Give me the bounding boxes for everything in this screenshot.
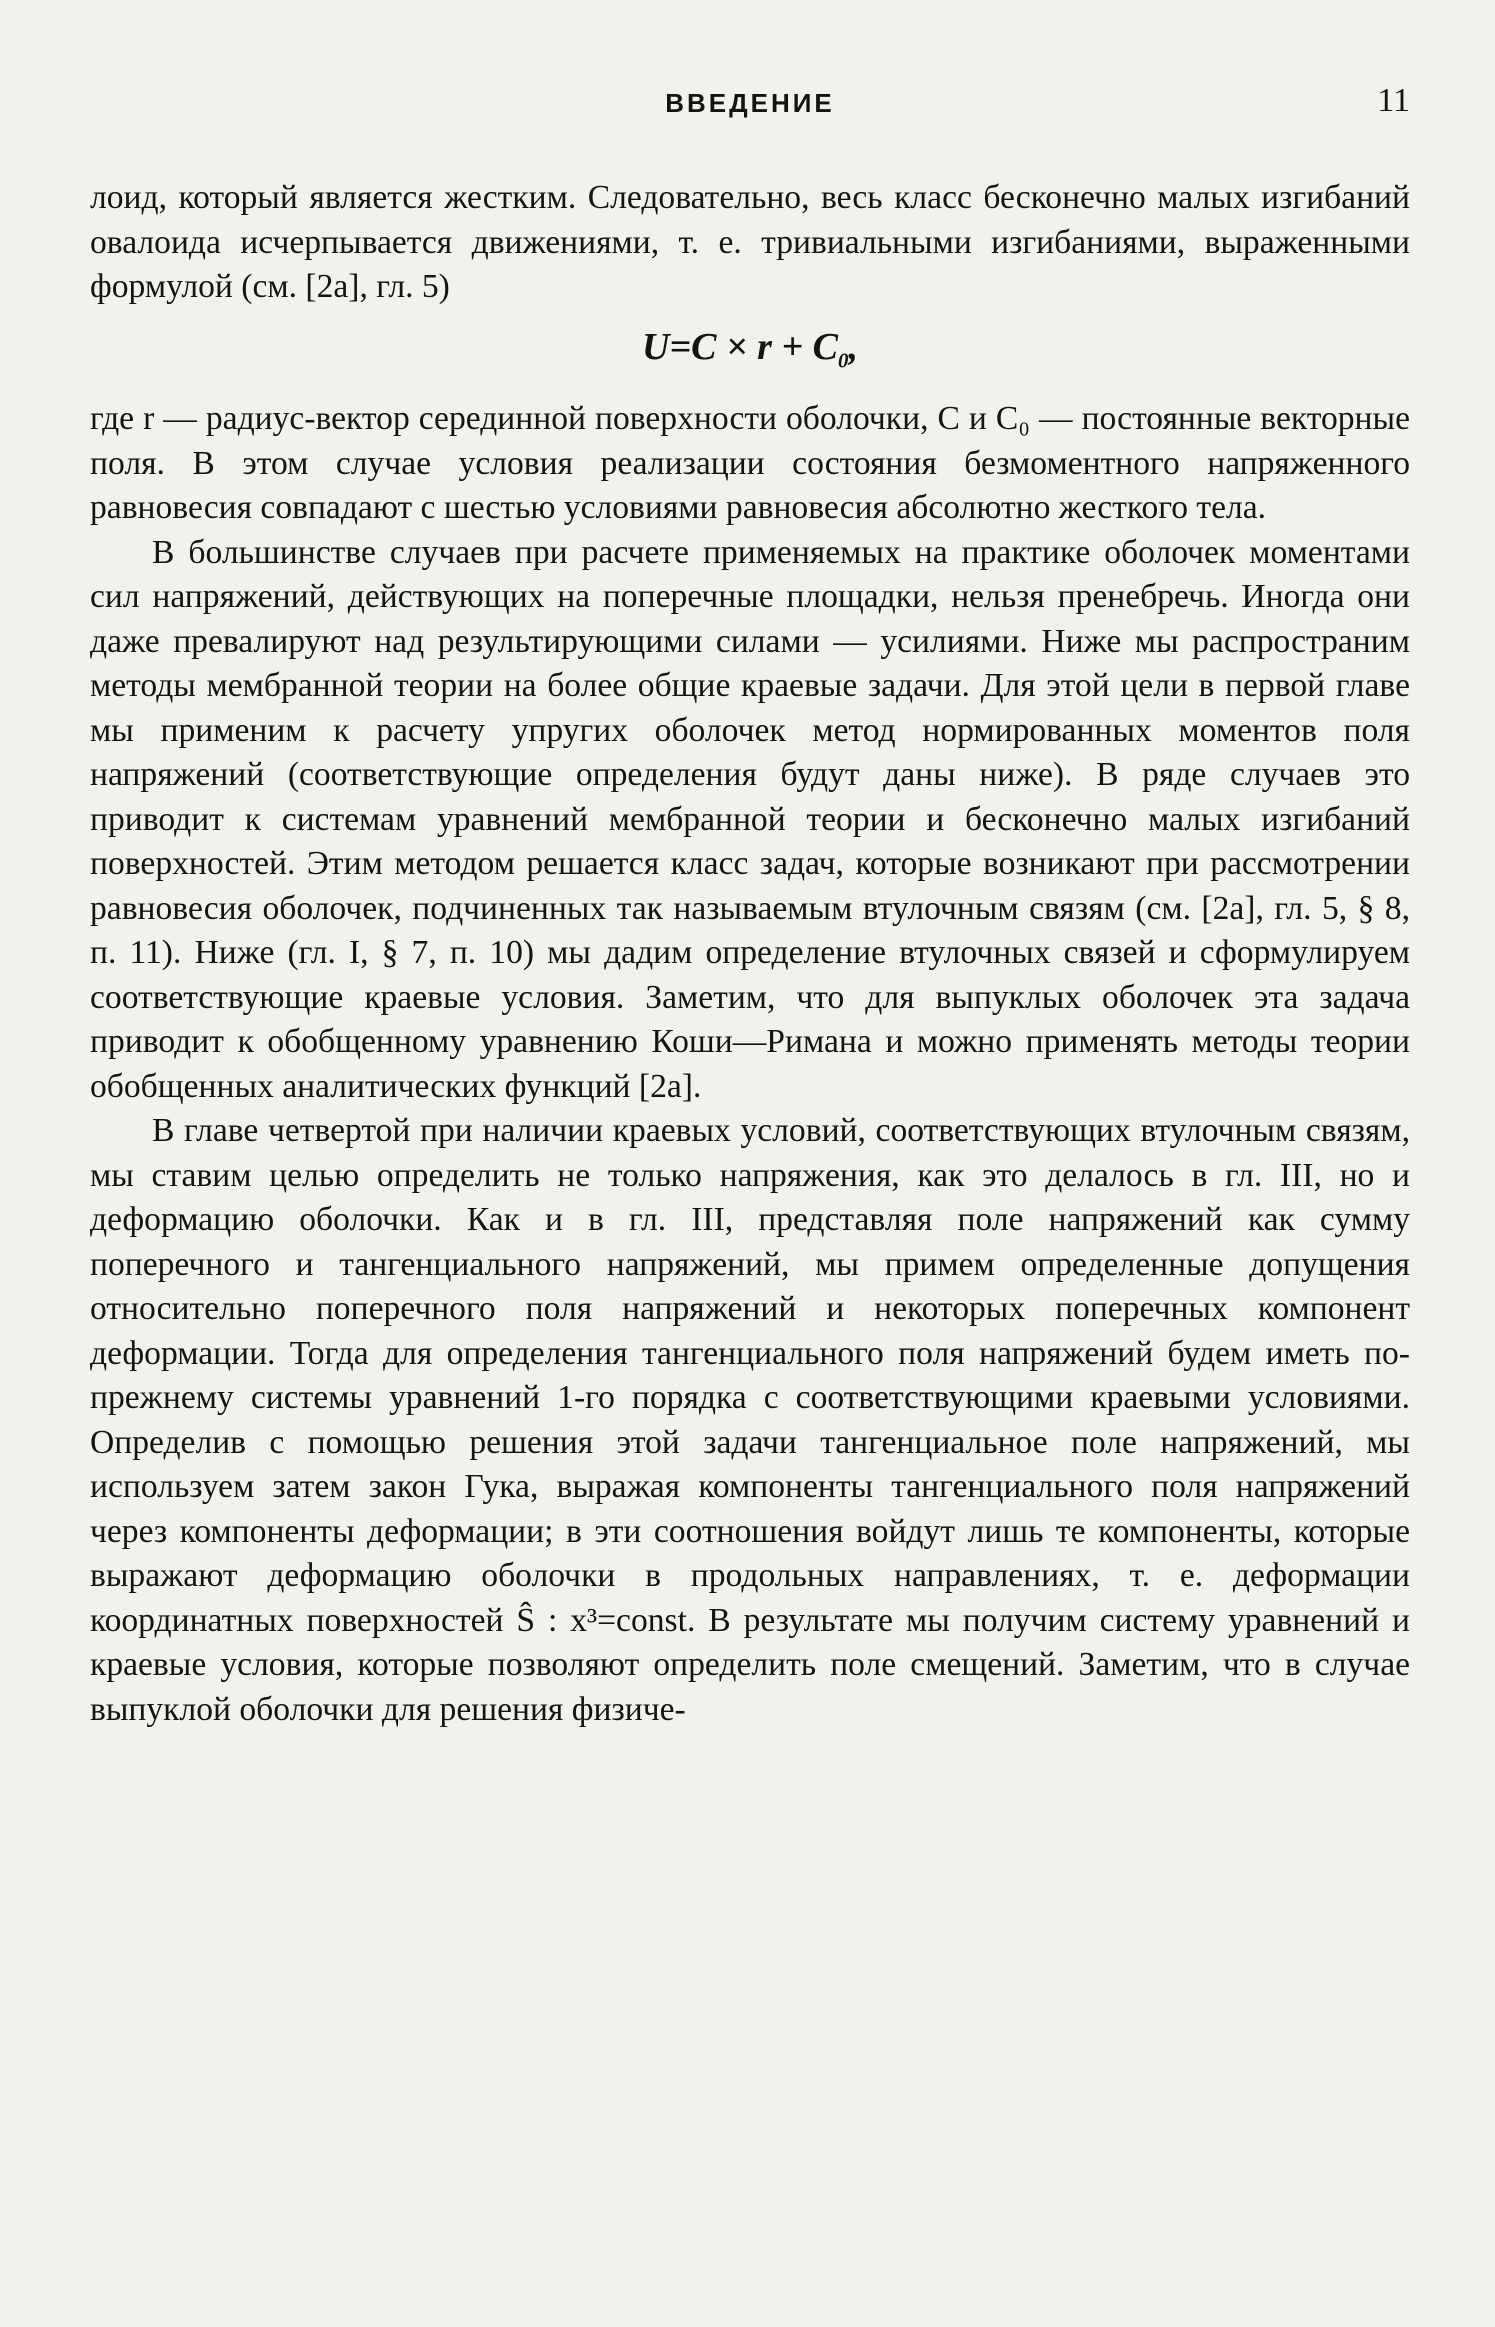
body-text <box>90 176 1410 1732</box>
paragraph-1: лоид, который является жестким. Следовательно, весь класс бесконечно малых изгибаний овалоида исчерпывается движениями, т. е. тривиальными изгибаниями, выраженными формулой (см. [2а], гл. 5) <box>90 179 1410 305</box>
formula-times: × <box>726 325 748 368</box>
page <box>90 60 1410 1732</box>
running-head <box>90 60 1410 119</box>
formula-c0: C <box>812 325 838 368</box>
page-number: 11 <box>1377 82 1410 119</box>
formula-plus: + <box>781 325 804 368</box>
formula-eq: = <box>669 325 692 368</box>
paragraph-4: В главе четвертой при наличии краевых условий, соответствующих втулочным связям, мы ставим целью определить не только напряжения, как это делалось в гл. III, но и деформацию оболочки. Как и в гл. III, представляя поле напряжений как сумму поперечного и тангенциального напряжений, мы примем определенные допущения относительно поперечного поля напряжений и некоторых поперечных компонент деформации. Тогда для определения тангенциального поля напряжений будем иметь по-прежнему системы уравнений 1-го порядка с соответствующими краевыми условиями. Определив с помощью решения этой задачи тангенциальное поле напряжений, мы используем затем закон Гука, выражая компоненты тангенциального поля напряжений через компоненты деформации; в эти соотношения войдут лишь те компоненты, которые выражают деформацию оболочки в продольных направлениях, т. е. деформации координатных поверхностей Ŝ : x³=const. В результате мы получим систему уравнений и краевые условия, которые позволяют определить поле смещений. Заметим, что в случае выпуклой оболочки для решения физиче- <box>90 1112 1410 1728</box>
formula-c0-sub: 0 <box>837 348 849 373</box>
paragraph-2: где r — радиус-вектор серединной поверхности оболочки, C и C₀ — постоянные векторные поля. В этом случае условия реализации состояния безмоментного напряженного равновесия совпадают с шестью условиями равновесия абсолютно жесткого тела. <box>90 400 1410 527</box>
formula-c: C <box>691 325 717 368</box>
formula <box>90 312 1410 396</box>
paragraph-3: В большинстве случаев при расчете применяемых на практике оболочек моментами сил напряжений, действующих на поперечные площадки, нельзя пренебречь. Иногда они даже превалируют над результирующими силами — усилиями. Ниже мы распространим методы мембранной теории на более общие краевые задачи. Для этой цели в первой главе мы применим к расчету упругих оболочек метод нормированных моментов поля напряжений (соответствующие определения будут даны ниже). В ряде случаев это приводит к системам уравнений мембранной теории и бесконечно малых изгибаний поверхностей. Этим методом решается класс задач, которые возникают при рассмотрении равновесия оболочек, подчиненных так называемым втулочным связям (см. [2а], гл. 5, § 8, п. 11). Ниже (гл. I, § 7, п. 10) мы дадим определение втулочных связей и сформулируем соответствующие краевые условия. Заметим, что для выпуклых оболочек эта задача приводит к обобщенному уравнению Коши—Римана и можно применять методы теории обобщенных аналитических функций [2а]. <box>90 533 1410 1105</box>
formula-r: r <box>757 325 772 368</box>
chapter-title: ВВЕДЕНИЕ <box>665 88 835 118</box>
formula-trail: , <box>848 325 858 368</box>
formula-lhs: U <box>642 325 670 368</box>
